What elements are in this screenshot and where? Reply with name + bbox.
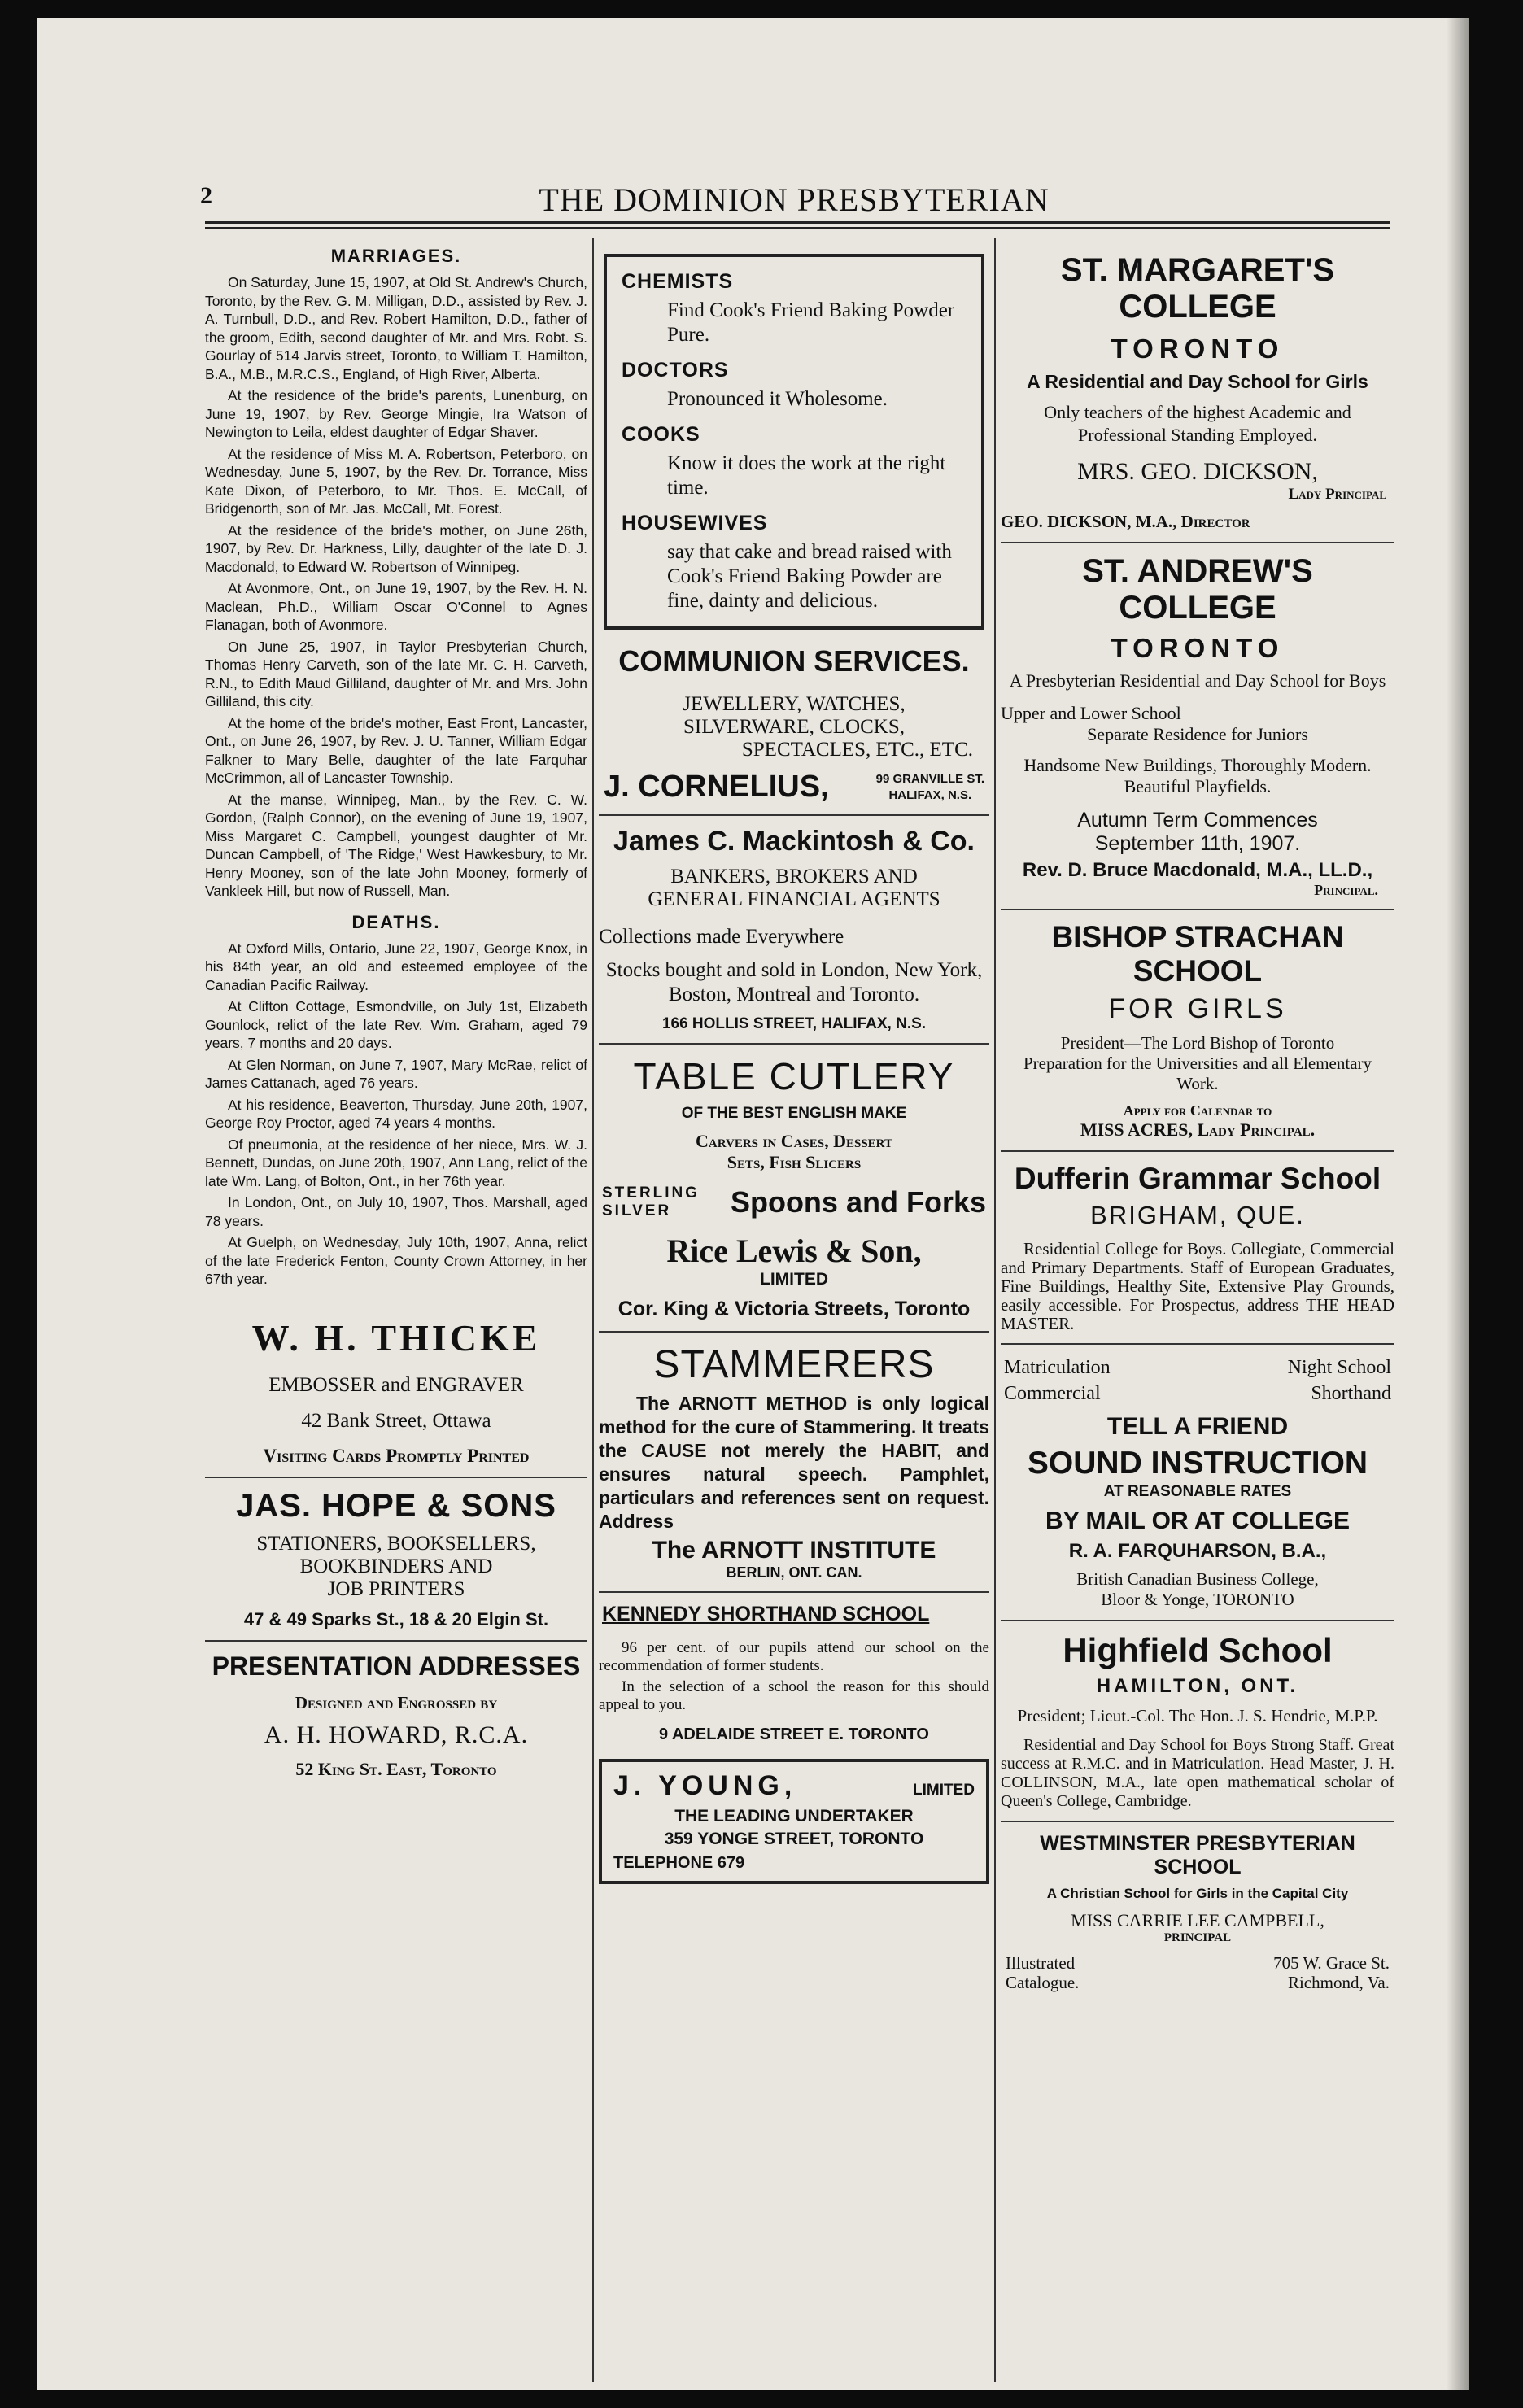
marriage-notice: At Avonmore, Ont., on June 19, 1907, by the Rev. H. N. Maclean, Ph.D., William Oscar O'Connel to Agnes Flanagan, both of Avonmore. xyxy=(205,580,587,633)
footer-line: Illustrated xyxy=(1006,1953,1076,1973)
ad-cornelius-line: SPECTACLES, ETC., ETC. xyxy=(741,739,973,761)
ad-mackintosh-address: 166 HOLLIS STREET, HALIFAX, N.S. xyxy=(661,1015,927,1032)
death-notice: At Oxford Mills, Ontario, June 22, 1907, George Knox, in his 84th year, an old and esteemed employee of the Canadian Pacific Railway. xyxy=(205,940,587,993)
course-label: Night School xyxy=(1287,1357,1391,1378)
ad-cornelius-address xyxy=(876,771,984,804)
ad-thicke-name: W. H. THICKE xyxy=(251,1316,541,1359)
ad-arnott-title: STAMMERERS xyxy=(653,1343,935,1386)
ad-hope-address: 47 & 49 Sparks St., 18 & 20 Elgin St. xyxy=(243,1608,549,1629)
newspaper-page xyxy=(37,18,1469,2390)
ad-cook-label: CHEMISTS xyxy=(622,270,734,293)
ad-lewis-line: OF THE BEST ENGLISH MAKE xyxy=(681,1105,907,1122)
course-label: Matriculation xyxy=(1004,1357,1111,1378)
ad-margaret-director: GEO. DICKSON, M.A., Director xyxy=(1001,512,1250,531)
ad-cook-text: Know it does the work at the right time. xyxy=(667,452,946,499)
ad-farq-line: Bloor & Yonge, TORONTO xyxy=(1101,1590,1294,1609)
ad-lewis-title: TABLE CUTLERY xyxy=(633,1055,955,1097)
ad-hope-name: JAS. HOPE & SONS xyxy=(236,1487,556,1524)
deaths-list xyxy=(205,940,587,1289)
ad-cook-text: Pronounced it Wholesome. xyxy=(667,388,888,410)
ad-mackintosh-name: James C. Mackintosh & Co. xyxy=(613,826,975,857)
ad-young-phone: TELEPHONE 679 xyxy=(613,1854,745,1872)
ad-andrew-line: Autumn Term Commences xyxy=(1077,809,1318,831)
ad-mackintosh-line: GENERAL FINANCIAL AGENTS xyxy=(648,888,940,910)
deaths-heading: DEATHS. xyxy=(351,911,441,932)
ad-young-box xyxy=(599,1759,989,1884)
ad-highfield-title: Highfield School xyxy=(1063,1631,1333,1669)
ad-farq-courses xyxy=(1001,1354,1394,1407)
marriages-list xyxy=(205,273,587,901)
ad-andrew-name: Rev. D. Bruce Macdonald, M.A., LL.D., xyxy=(1022,859,1373,881)
ad-westminster-footer xyxy=(1001,1953,1394,1992)
ad-howard-title: PRESENTATION ADDRESSES xyxy=(212,1651,581,1681)
ad-highfield-body: Residential and Day School for Boys Strong Staff. Great success at R.M.C. and in Matriculation. Head Master, J. H. COLLINSON, M.A., late open mathematical scholar of Queen's College, Cambridge. xyxy=(1001,1736,1394,1810)
ad-dufferin-title: Dufferin Grammar School xyxy=(1014,1162,1381,1195)
ad-mackintosh-line: Stocks bought and sold in London, New York, Boston, Montreal and Toronto. xyxy=(605,959,983,1006)
ad-andrew-line: Upper and Lower School xyxy=(1001,703,1181,723)
marriage-notice: At the residence of the bride's mother, on June 26th, 1907, by Rev. Dr. Harkness, Lilly, daughter of the late D. J. Macdonald, to Edward W. Robertson of Winnipeg. xyxy=(205,521,587,575)
sterling-line: SILVER xyxy=(602,1202,672,1219)
ad-cooks-friend-box xyxy=(604,254,984,630)
ad-mackintosh xyxy=(599,826,989,1033)
ad-divider xyxy=(1001,1150,1394,1152)
footer-line: 705 W. Grace St. xyxy=(1273,1953,1390,1973)
marriage-notice: On June 25, 1907, in Taylor Presbyterian Church, Thomas Henry Carveth, son of the late Mr. C. H. Carveth, R.N., to Edith Maud Gilliland, daughter of Mr. and Mrs. John Gilliland, this city. xyxy=(205,638,587,709)
ad-westminster-name: MISS CARRIE LEE CAMPBELL, xyxy=(1071,1910,1324,1930)
ad-thicke-line: Visiting Cards Promptly Printed xyxy=(263,1445,530,1466)
ad-divider xyxy=(599,1331,989,1333)
marriage-notice: At the residence of Miss M. A. Robertson, Peterboro, on Wednesday, June 5, 1907, by the Rev. Dr. Torrance, Miss Kate Dixon, of Peterboro, to Mr. Thos. E. McCall, of Bridgenorth, son of Mr. Jas. McCall, Mt. Forest. xyxy=(205,445,587,517)
death-notice: At Guelph, on Wednesday, July 10th, 1907, Anna, relict of the late Frederick Fenton, County Crown Attorney, in her 67th year. xyxy=(205,1234,587,1287)
death-notice: Of pneumonia, at the residence of her niece, Mrs. W. J. Bennett, Dundas, on June 20th, 1907, Ann Lang, relict of the late Wm. Lang, of Bolton, Ont., in her 76th year. xyxy=(205,1136,587,1189)
marriage-notice: On Saturday, June 15, 1907, at Old St. Andrew's Church, Toronto, by the Rev. G. M. Milligan, D.D., assisted by Rev. J. A. Turnbull, D.D., and Rev. Robert Hamilton, D.D., father of the groom, Edith, second daughter of Mr. and Mrs. Robt. S. Gourlay of 514 Jarvis street, Toronto, to William T. Hamilton, B.A., M.B., M.R.C.S., England, of High River, Alberta. xyxy=(205,274,587,382)
ad-andrew-city: TORONTO xyxy=(1111,633,1285,663)
ad-mackintosh-line: BANKERS, BROKERS AND xyxy=(670,866,918,888)
ad-farq-name: R. A. FARQUHARSON, B.A., xyxy=(1068,1540,1327,1562)
ad-young-line: 359 YONGE STREET, TORONTO xyxy=(664,1830,924,1848)
ad-thicke xyxy=(205,1316,587,1467)
ad-margaret-city: TORONTO xyxy=(1111,334,1285,364)
marriage-notice: At the residence of the bride's parents, Lunenburg, on June 19, 1907, by Rev. George Mingie, Ira Watson of Newington to Leila, eldest daughter of Edgar Shaver. xyxy=(205,387,587,440)
death-notice: At Glen Norman, on June 7, 1907, Mary McRae, relict of James Cattanach, aged 76 years. xyxy=(205,1056,587,1091)
ad-divider xyxy=(1001,1343,1394,1345)
ad-divider xyxy=(1001,1620,1394,1621)
ad-cook-text: say that cake and bread raised with Cook's Friend Baking Powder are fine, dainty and delicious. xyxy=(667,541,952,612)
ad-hope-line: STATIONERS, BOOKSELLERS, xyxy=(256,1532,536,1555)
ad-margaret-role: Lady Principal xyxy=(1288,486,1386,503)
ad-hope-line: JOB PRINTERS xyxy=(327,1577,465,1600)
column-divider xyxy=(592,238,594,2382)
ad-andrew-role: Principal. xyxy=(1314,882,1378,898)
ad-westminster-line: A Christian School for Girls in the Capital City xyxy=(1046,1886,1349,1901)
address-line: HALIFAX, N.S. xyxy=(888,787,972,802)
ad-cornelius-line: JEWELLERY, WATCHES, xyxy=(683,693,906,715)
ad-divider xyxy=(599,814,989,816)
ad-farq-line: TELL A FRIEND xyxy=(1106,1413,1289,1440)
ad-highfield-line: President; Lieut.-Col. The Hon. J. S. Hendrie, M.P.P. xyxy=(1017,1706,1378,1725)
ad-farquharson xyxy=(1001,1354,1394,1610)
ad-cornelius xyxy=(599,644,989,805)
ad-andrew-line: Separate Residence for Juniors xyxy=(1087,724,1308,744)
ad-lewis-line: Carvers in Cases, Dessert xyxy=(695,1131,892,1151)
page-number: 2 xyxy=(200,182,212,209)
ad-divider xyxy=(1001,1821,1394,1822)
ad-westminster-catalogue xyxy=(1006,1953,1079,1992)
ad-cornelius-title: COMMUNION SERVICES. xyxy=(618,644,970,678)
ad-young-header xyxy=(613,1770,975,1802)
column-right xyxy=(1001,238,1394,2382)
ad-kennedy xyxy=(599,1603,989,1744)
ad-howard-name: A. H. HOWARD, R.C.A. xyxy=(264,1721,529,1748)
ad-dufferin-body: Residential College for Boys. Collegiate, Commercial and Primary Departments. Staff of European Graduates, Fine Buildings, Healthy Site, Extensive Play Grounds, easily accessible. For Prospectus, address THE HEAD MASTER. xyxy=(1001,1239,1394,1333)
ad-cornelius-name: J. CORNELIUS, xyxy=(604,770,829,804)
ad-lewis-spoons: Spoons and Forks xyxy=(730,1185,986,1219)
ad-westminster-address xyxy=(1273,1953,1390,1992)
ad-howard-address: 52 King St. East, Toronto xyxy=(295,1758,497,1779)
ad-westminster xyxy=(1001,1832,1394,1992)
ad-cook-label: HOUSEWIVES xyxy=(622,512,768,534)
ad-st-andrews xyxy=(1001,553,1394,899)
course-label: Shorthand xyxy=(1311,1383,1391,1404)
ad-arnott-address: BERLIN, ONT. CAN. xyxy=(726,1564,862,1581)
ad-farq-line: BY MAIL OR AT COLLEGE xyxy=(1045,1507,1350,1534)
ad-farq-courses-left xyxy=(1004,1354,1111,1407)
header-rule-thin xyxy=(205,227,1390,229)
ad-strachan-line: Apply for Calendar to xyxy=(1123,1102,1272,1119)
ad-lewis-name: Rice Lewis & Son, xyxy=(666,1232,922,1269)
footer-line: Catalogue. xyxy=(1006,1973,1080,1992)
ad-divider xyxy=(1001,542,1394,543)
page-header xyxy=(200,156,1388,218)
ad-divider xyxy=(599,1043,989,1045)
death-notice: At Clifton Cottage, Esmondville, on July 1st, Elizabeth Gounlock, relict of the late Rev. Wm. Graham, aged 79 years, 7 months and 20 days. xyxy=(205,998,587,1051)
address-line: 99 GRANVILLE ST. xyxy=(875,771,984,786)
ad-strachan-line: MISS ACRES, Lady Principal. xyxy=(1080,1119,1316,1140)
course-label: Commercial xyxy=(1004,1383,1101,1404)
ad-kennedy-para: In the selection of a school the reason for this should appeal to you. xyxy=(599,1678,989,1713)
ad-dufferin xyxy=(1001,1162,1394,1333)
ad-cook-text: Find Cook's Friend Baking Powder Pure. xyxy=(667,299,955,346)
ad-kennedy-address: 9 ADELAIDE STREET E. TORONTO xyxy=(659,1725,929,1743)
ad-lewis-address: Cor. King & Victoria Streets, Toronto xyxy=(617,1298,971,1320)
ad-mackintosh-line: Collections made Everywhere xyxy=(599,926,844,948)
ad-hope xyxy=(205,1488,587,1630)
sterling-line: STERLING xyxy=(602,1184,700,1202)
ad-arnott-name: The ARNOTT INSTITUTE xyxy=(652,1537,936,1564)
ad-andrew-line: A Presbyterian Residential and Day School for Boys xyxy=(1009,670,1386,691)
ad-cornelius-footer xyxy=(599,770,989,805)
ad-andrew-title: ST. ANDREW'S COLLEGE xyxy=(1082,553,1313,626)
ad-andrew-line: Handsome New Buildings, Thoroughly Modern. Beautiful Playfields. xyxy=(1023,755,1372,796)
page-edge-shadow xyxy=(1447,18,1469,2390)
ad-highfield xyxy=(1001,1631,1394,1811)
ad-bishop-strachan xyxy=(1001,920,1394,1141)
ad-lewis-limited: LIMITED xyxy=(760,1270,828,1289)
ad-farq-line: AT REASONABLE RATES xyxy=(1103,1483,1292,1500)
ad-young-name: J. YOUNG, xyxy=(613,1770,797,1801)
ad-young-line: THE LEADING UNDERTAKER xyxy=(674,1807,914,1826)
ad-strachan-sub: FOR GIRLS xyxy=(1108,993,1287,1024)
ad-margaret-title: ST. MARGARET'S COLLEGE xyxy=(1060,252,1335,325)
ad-cook-label: DOCTORS xyxy=(622,359,729,382)
ad-st-margarets xyxy=(1001,252,1394,532)
ad-westminster-title: WESTMINSTER PRESBYTERIAN SCHOOL xyxy=(1040,1832,1355,1878)
ad-strachan-line: Preparation for the Universities and all Elementary Work. xyxy=(1023,1054,1372,1093)
ad-rice-lewis xyxy=(599,1054,989,1321)
ad-divider xyxy=(205,1477,587,1478)
column-divider xyxy=(994,238,996,2382)
ad-divider xyxy=(599,1591,989,1593)
ad-thicke-line: EMBOSSER and ENGRAVER xyxy=(268,1373,524,1396)
footer-line: Richmond, Va. xyxy=(1287,1973,1390,1992)
ad-cook-label: COOKS xyxy=(622,423,700,446)
ad-divider xyxy=(1001,909,1394,910)
ad-farq-line: British Canadian Business College, xyxy=(1076,1569,1319,1589)
death-notice: At his residence, Beaverton, Thursday, June 20th, 1907, George Roy Proctor, aged 74 years 4 months. xyxy=(205,1096,587,1131)
ad-arnott-body: The ARNOTT METHOD is only logical method for the cure of Stammering. It treats the CAUSE not merely the HABIT, and ensures natural speech. Pamphlet, particulars and references sent on request. Address xyxy=(599,1393,989,1532)
ad-farq-courses-right xyxy=(1288,1354,1391,1407)
ad-howard xyxy=(205,1651,587,1780)
death-notice: In London, Ont., on July 10, 1907, Thos. Marshall, aged 78 years. xyxy=(205,1194,587,1229)
marriages-heading: MARRIAGES. xyxy=(330,246,462,266)
ad-kennedy-para: 96 per cent. of our pupils attend our school on the recommendation of former students. xyxy=(599,1639,989,1674)
ad-strachan-line: President—The Lord Bishop of Toronto xyxy=(1060,1033,1335,1053)
ad-margaret-line: Only teachers of the highest Academic and Professional Standing Employed. xyxy=(1044,402,1351,445)
ad-lewis-line: Sets, Fish Slicers xyxy=(727,1152,862,1172)
ad-lewis-sterling xyxy=(599,1184,989,1220)
ad-thicke-line: 42 Bank Street, Ottawa xyxy=(301,1409,491,1432)
ad-cornelius-line: SILVERWARE, CLOCKS, xyxy=(683,716,906,738)
marriage-notice: At the home of the bride's mother, East Front, Lancaster, Ont., on June 26, 1907, by Rev. J. U. Tanner, William Edgar Falkner to Mary Belle, daughter of the late Farquhar McCrimmon, all of Lancaster Township. xyxy=(205,714,587,786)
ad-dufferin-city: BRIGHAM, QUE. xyxy=(1090,1201,1305,1229)
ad-highfield-city: HAMILTON, ONT. xyxy=(1096,1675,1299,1697)
ad-lewis-sterling-label xyxy=(602,1184,700,1220)
ad-kennedy-title: KENNEDY SHORTHAND SCHOOL xyxy=(602,1603,930,1625)
column-middle xyxy=(599,238,989,2382)
ad-margaret-line: A Residential and Day School for Girls xyxy=(1027,371,1368,392)
newspaper-title: THE DOMINION PRESBYTERIAN xyxy=(539,181,1050,218)
ad-westminster-role: PRINCIPAL xyxy=(1163,1931,1232,1944)
header-rule xyxy=(205,221,1390,224)
ad-margaret-name: MRS. GEO. DICKSON, xyxy=(1077,458,1318,485)
marriage-notice: At the manse, Winnipeg, Man., by the Rev. C. W. Gordon, (Ralph Connor), on the evening of June 19, 1907, Miss Margaret C. Campbell, youngest daughter of Mr. Duncan Campbell, of 'The Ridge,' West Hawkesbury, to Mr. Henry Mooney, son of the late John Mooney, formerly of Vankleek Hill, but now of Russell, Man. xyxy=(205,791,587,899)
ad-divider xyxy=(205,1640,587,1642)
column-left xyxy=(205,238,587,2382)
ad-strachan-title: BISHOP STRACHAN SCHOOL xyxy=(1051,920,1344,988)
ad-arnott xyxy=(599,1342,989,1581)
ad-howard-line: Designed and Engrossed by xyxy=(295,1692,498,1712)
ad-andrew-line: September 11th, 1907. xyxy=(1094,832,1301,855)
ad-young-limited: LIMITED xyxy=(913,1782,975,1799)
ad-farq-line: SOUND INSTRUCTION xyxy=(1027,1446,1368,1481)
ad-hope-line: BOOKBINDERS AND xyxy=(299,1555,493,1577)
